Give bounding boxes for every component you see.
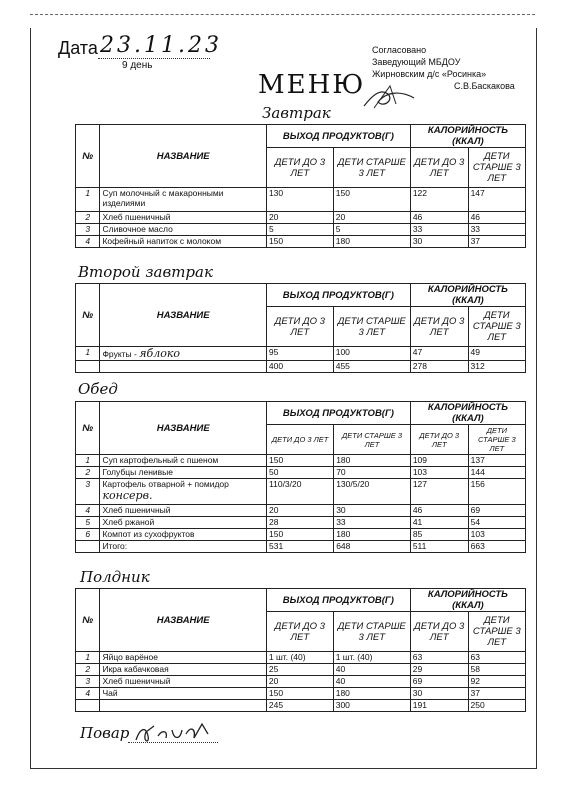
col-calories-header: КАЛОРИЙНОСТЬ (ККАЛ): [410, 284, 525, 307]
total-calories-under3: 278: [410, 361, 468, 373]
calories-over3: 37: [468, 236, 525, 248]
cook-signature: [132, 722, 222, 746]
calories-over3: 144: [468, 467, 525, 479]
col-over3-header: ДЕТИ СТАРШЕ 3 ЛЕТ: [468, 425, 525, 455]
output-under3: 25: [266, 664, 333, 676]
calories-under3: 69: [410, 676, 468, 688]
row-num: 6: [76, 529, 100, 541]
approval-line: Согласовано: [372, 45, 427, 55]
cook-label: Повар: [80, 724, 130, 742]
empty-cell: [76, 700, 100, 712]
col-under3-header: ДЕТИ ДО 3 ЛЕТ: [410, 307, 468, 347]
approval-line: Заведующий МБДОУ: [372, 57, 461, 67]
total-output-over3: 300: [333, 700, 410, 712]
calories-under3: 127: [410, 479, 468, 505]
calories-under3: 41: [410, 517, 468, 529]
col-over3-header: ДЕТИ СТАРШЕ 3 ЛЕТ: [333, 148, 410, 188]
col-output-header: ВЫХОД ПРОДУКТОВ(Г): [266, 125, 410, 148]
total-calories-under3: 191: [410, 700, 468, 712]
date-value: 23.11.23: [100, 33, 222, 58]
dish-name: Сливочное масло: [100, 224, 266, 236]
output-over3: 40: [333, 676, 410, 688]
dish-name: [100, 479, 267, 505]
dish-name: Хлеб ржаной: [100, 517, 267, 529]
row-num: 2: [76, 212, 100, 224]
total-output-under3: 531: [267, 541, 334, 553]
row-num: 4: [76, 236, 100, 248]
calories-over3: 33: [468, 224, 525, 236]
dish-name: Икра кабачковая: [100, 664, 266, 676]
output-under3: 150: [266, 688, 333, 700]
dish-name: Суп картофельный с пшеном: [100, 455, 267, 467]
row-num: 1: [76, 347, 100, 361]
col-calories-header: КАЛОРИЙНОСТЬ (ККАЛ): [410, 125, 525, 148]
approval-signature: [360, 78, 420, 118]
page-title: МЕНЮ: [258, 70, 366, 100]
row-num: 3: [76, 676, 100, 688]
dish-name-text: Фрукты -: [102, 349, 137, 359]
row-num: 1: [76, 188, 100, 212]
calories-over3: 54: [468, 517, 525, 529]
dish-name: Чай: [100, 688, 266, 700]
output-under3: 28: [267, 517, 334, 529]
output-over3: 180: [334, 529, 411, 541]
total-output-under3: 400: [266, 361, 333, 373]
col-calories-header: КАЛОРИЙНОСТЬ (ККАЛ): [410, 589, 525, 612]
calories-over3: 147: [468, 188, 525, 212]
output-under3: 50: [267, 467, 334, 479]
col-over3-header: ДЕТИ СТАРШЕ 3 ЛЕТ: [468, 307, 525, 347]
row-num: 3: [76, 224, 100, 236]
dish-name: Суп молочный с макаронными изделиями: [100, 188, 266, 212]
section-title-lunch: Обед: [78, 380, 118, 398]
output-over3: 180: [334, 455, 411, 467]
output-over3: 130/5/20: [334, 479, 411, 505]
col-calories-header: КАЛОРИЙНОСТЬ (ККАЛ): [410, 402, 525, 425]
approval-line: С.В.Баскакова: [454, 81, 515, 91]
col-output-header: ВЫХОД ПРОДУКТОВ(Г): [266, 589, 410, 612]
snack-table: [75, 588, 526, 712]
calories-under3: 30: [410, 688, 468, 700]
total-output-over3: 455: [333, 361, 410, 373]
calories-under3: 122: [410, 188, 468, 212]
dish-name: Хлеб пшеничный: [100, 676, 266, 688]
output-under3: 95: [266, 347, 333, 361]
col-name-header: НАЗВАНИЕ: [100, 402, 267, 455]
calories-over3: 58: [468, 664, 525, 676]
output-under3: 20: [266, 676, 333, 688]
total-calories-under3: 511: [410, 541, 468, 553]
output-under3: 20: [266, 212, 333, 224]
calories-under3: 30: [410, 236, 468, 248]
approval-line: Жирновским д/с «Росинка»: [372, 69, 487, 79]
output-under3: 130: [266, 188, 333, 212]
output-under3: 150: [267, 529, 334, 541]
calories-under3: 46: [410, 505, 468, 517]
dish-name: Яйцо варёное: [100, 652, 266, 664]
output-under3: 150: [267, 455, 334, 467]
output-over3: 30: [334, 505, 411, 517]
row-num: 3: [76, 479, 100, 505]
output-over3: 40: [333, 664, 410, 676]
calories-under3: 63: [410, 652, 468, 664]
col-under3-header: ДЕТИ ДО 3 ЛЕТ: [266, 612, 333, 652]
dish-name: Компот из сухофруктов: [100, 529, 267, 541]
total-calories-over3: 250: [468, 700, 525, 712]
section-title-snack: Полдник: [80, 568, 150, 586]
output-under3: 150: [266, 236, 333, 248]
row-num: 1: [76, 652, 100, 664]
col-output-header: ВЫХОД ПРОДУКТОВ(Г): [267, 402, 411, 425]
output-over3: 5: [333, 224, 410, 236]
col-over3-header: ДЕТИ СТАРШЕ 3 ЛЕТ: [333, 612, 410, 652]
calories-under3: 103: [410, 467, 468, 479]
dish-name: Кофейный напиток с молоком: [100, 236, 266, 248]
calories-under3: 109: [410, 455, 468, 467]
calories-over3: 49: [468, 347, 525, 361]
date-underline: [98, 58, 210, 59]
handwritten-note: яблоко: [139, 347, 181, 360]
col-over3-header: ДЕТИ СТАРШЕ 3 ЛЕТ: [334, 425, 411, 455]
row-num: 2: [76, 664, 100, 676]
col-name-header: НАЗВАНИЕ: [100, 284, 266, 347]
col-num-header: №: [76, 402, 100, 455]
breakfast-table: [75, 124, 526, 248]
section-title-second-breakfast: Второй завтрак: [78, 263, 213, 281]
row-num: 1: [76, 455, 100, 467]
col-name-header: НАЗВАНИЕ: [100, 125, 266, 188]
total-output-under3: 245: [266, 700, 333, 712]
calories-over3: 69: [468, 505, 525, 517]
row-num: 2: [76, 467, 100, 479]
output-under3: 5: [266, 224, 333, 236]
col-over3-header: ДЕТИ СТАРШЕ 3 ЛЕТ: [333, 307, 410, 347]
col-num-header: №: [76, 125, 100, 188]
dish-name: Хлеб пшеничный: [100, 505, 267, 517]
col-under3-header: ДЕТИ ДО 3 ЛЕТ: [266, 307, 333, 347]
output-over3: 180: [333, 688, 410, 700]
output-over3: 1 шт. (40): [333, 652, 410, 664]
dish-name: [100, 347, 266, 361]
col-under3-header: ДЕТИ ДО 3 ЛЕТ: [410, 612, 468, 652]
empty-cell: [76, 541, 100, 553]
total-calories-over3: 663: [468, 541, 525, 553]
calories-over3: 46: [468, 212, 525, 224]
calories-over3: 37: [468, 688, 525, 700]
dish-name-text: Картофель отварной + помидор: [102, 479, 229, 489]
col-under3-header: ДЕТИ ДО 3 ЛЕТ: [266, 148, 333, 188]
row-num: 4: [76, 505, 100, 517]
calories-under3: 46: [410, 212, 468, 224]
output-over3: 70: [334, 467, 411, 479]
col-over3-header: ДЕТИ СТАРШЕ 3 ЛЕТ: [468, 612, 525, 652]
output-under3: 20: [267, 505, 334, 517]
col-under3-header: ДЕТИ ДО 3 ЛЕТ: [267, 425, 334, 455]
calories-over3: 103: [468, 529, 525, 541]
calories-over3: 63: [468, 652, 525, 664]
handwritten-note: консерв.: [102, 489, 153, 502]
output-over3: 150: [333, 188, 410, 212]
total-label: Итого:: [100, 541, 267, 553]
total-output-over3: 648: [334, 541, 411, 553]
output-over3: 180: [333, 236, 410, 248]
output-over3: 33: [334, 517, 411, 529]
day-number: 9 день: [122, 60, 153, 71]
output-under3: 1 шт. (40): [266, 652, 333, 664]
output-under3: 110/3/20: [267, 479, 334, 505]
output-over3: 20: [333, 212, 410, 224]
calories-under3: 85: [410, 529, 468, 541]
section-title-breakfast: Завтрак: [262, 104, 331, 122]
output-over3: 100: [333, 347, 410, 361]
calories-under3: 29: [410, 664, 468, 676]
total-calories-over3: 312: [468, 361, 525, 373]
empty-cell: [100, 361, 266, 373]
col-under3-header: ДЕТИ ДО 3 ЛЕТ: [410, 425, 468, 455]
col-num-header: №: [76, 284, 100, 347]
second-breakfast-table: [75, 283, 526, 373]
calories-over3: 156: [468, 479, 525, 505]
col-under3-header: ДЕТИ ДО 3 ЛЕТ: [410, 148, 468, 188]
lunch-table: [75, 401, 526, 553]
row-num: 5: [76, 517, 100, 529]
calories-over3: 137: [468, 455, 525, 467]
col-name-header: НАЗВАНИЕ: [100, 589, 266, 652]
calories-under3: 47: [410, 347, 468, 361]
dish-name: Хлеб пшеничный: [100, 212, 266, 224]
col-output-header: ВЫХОД ПРОДУКТОВ(Г): [266, 284, 410, 307]
col-num-header: №: [76, 589, 100, 652]
dish-name: Голубцы ленивые: [100, 467, 267, 479]
empty-cell: [76, 361, 100, 373]
calories-under3: 33: [410, 224, 468, 236]
empty-cell: [100, 700, 266, 712]
page-top-edge: [30, 14, 535, 15]
date-label: Дата: [58, 38, 98, 58]
row-num: 4: [76, 688, 100, 700]
col-over3-header: ДЕТИ СТАРШЕ 3 ЛЕТ: [468, 148, 525, 188]
calories-over3: 92: [468, 676, 525, 688]
